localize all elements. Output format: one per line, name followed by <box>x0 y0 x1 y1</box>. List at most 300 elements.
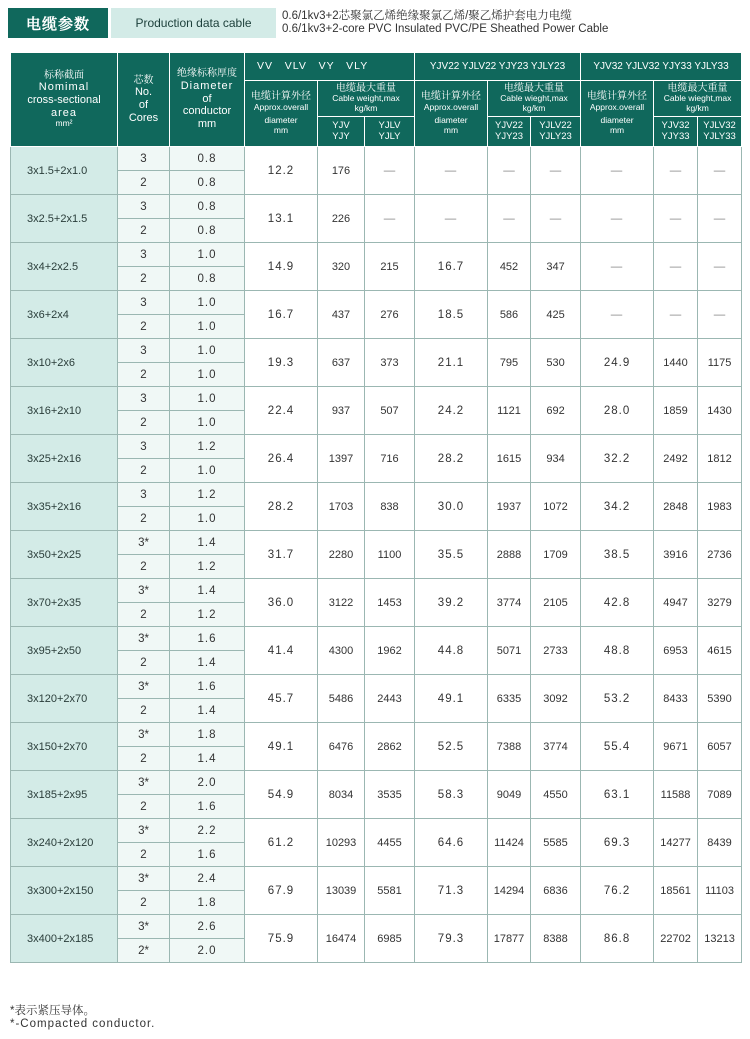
weight-cell: 838 <box>365 483 415 531</box>
wt-unit: kg/km <box>522 103 546 114</box>
weight-cell: 13039 <box>318 867 365 915</box>
diameter-cell: 79.3 <box>415 915 488 963</box>
diameter-cell: 63.1 <box>581 771 654 819</box>
insulation-cell: 1.8 <box>170 891 245 915</box>
diameter-cell: 24.9 <box>581 339 654 387</box>
cores-cell: 3* <box>118 675 170 699</box>
sub-b: YJLY <box>378 130 401 142</box>
insulation-cell: 0.8 <box>170 219 245 243</box>
weight-cell: 5390 <box>698 675 742 723</box>
section-cell: 3x185+2x95 <box>11 771 118 819</box>
diameter-cell: 28.2 <box>415 435 488 483</box>
section-cell: 3x50+2x25 <box>11 531 118 579</box>
group-2-diameter-header <box>415 81 488 147</box>
group-3-sub2-header <box>698 117 742 147</box>
weight-cell: 22702 <box>654 915 698 963</box>
weight-cell: — <box>698 195 742 243</box>
group-2-sub1-header <box>488 117 531 147</box>
weight-cell: 2888 <box>488 531 531 579</box>
weight-cell: 5581 <box>365 867 415 915</box>
group-3-sub1-header <box>654 117 698 147</box>
diameter-cell: 86.8 <box>581 915 654 963</box>
table-row <box>11 195 742 219</box>
cores-cell: 3* <box>118 627 170 651</box>
weight-cell: 1100 <box>365 531 415 579</box>
diameter-cell: 44.8 <box>415 627 488 675</box>
footnote-en: *-Compacted conductor. <box>10 1018 156 1030</box>
cores-cell: 3* <box>118 723 170 747</box>
dia-en1: Approx.overall <box>423 101 479 112</box>
diameter-cell: — <box>581 195 654 243</box>
weight-cell: 8433 <box>654 675 698 723</box>
weight-cell: 1703 <box>318 483 365 531</box>
insulation-cell: 1.8 <box>170 723 245 747</box>
wt-cn: 电缆最大重量 <box>667 82 728 94</box>
cores-cell: 2 <box>118 171 170 195</box>
weight-cell: 437 <box>318 291 365 339</box>
weight-cell: — <box>654 147 698 195</box>
diameter-cell: 38.5 <box>581 531 654 579</box>
table-row <box>11 867 742 891</box>
diameter-cell: — <box>415 147 488 195</box>
weight-cell: 637 <box>318 339 365 387</box>
weight-cell: 226 <box>318 195 365 243</box>
insulation-cell: 1.4 <box>170 747 245 771</box>
group-3-types: YJV32 YJLV32 YJY33 YJLY33 <box>581 53 742 81</box>
diameter-cell: 67.9 <box>245 867 318 915</box>
diameter-cell: — <box>581 243 654 291</box>
diameter-cell: 76.2 <box>581 867 654 915</box>
weight-cell: 1709 <box>531 531 581 579</box>
insulation-cell: 1.2 <box>170 555 245 579</box>
cores-cell: 3* <box>118 867 170 891</box>
section-cell: 3x25+2x16 <box>11 435 118 483</box>
table-row <box>11 339 742 363</box>
table-row <box>11 675 742 699</box>
insulation-cell: 1.2 <box>170 603 245 627</box>
cores-cell: 2 <box>118 411 170 435</box>
cores-cell: 3 <box>118 339 170 363</box>
weight-cell: 937 <box>318 387 365 435</box>
table-row <box>11 483 742 507</box>
cores-cell: 3 <box>118 195 170 219</box>
weight-cell: 10293 <box>318 819 365 867</box>
weight-cell: 8388 <box>531 915 581 963</box>
insulation-cell: 1.4 <box>170 651 245 675</box>
dia-cn: 电缆计算外径 <box>587 91 648 103</box>
table-row <box>11 435 742 459</box>
cores-cell: 2 <box>118 891 170 915</box>
weight-cell: 6057 <box>698 723 742 771</box>
weight-cell: 3122 <box>318 579 365 627</box>
weight-cell: 11424 <box>488 819 531 867</box>
weight-cell: 2443 <box>365 675 415 723</box>
table-row <box>11 627 742 651</box>
cores-cell: 2 <box>118 555 170 579</box>
weight-cell: 507 <box>365 387 415 435</box>
dia-en2: diameter <box>600 115 634 126</box>
cores-cell: 2 <box>118 459 170 483</box>
diameter-cell: 41.4 <box>245 627 318 675</box>
diameter-cell: 35.5 <box>415 531 488 579</box>
table-row <box>11 915 742 939</box>
cores-cell: 3* <box>118 531 170 555</box>
weight-cell: 2736 <box>698 531 742 579</box>
weight-cell: 6953 <box>654 627 698 675</box>
weight-cell: 3916 <box>654 531 698 579</box>
diameter-cell: 22.4 <box>245 387 318 435</box>
weight-cell: 8439 <box>698 819 742 867</box>
cores-cell: 2 <box>118 843 170 867</box>
group-2-weight-header <box>488 81 581 117</box>
diameter-cell: 54.9 <box>245 771 318 819</box>
diameter-cell: 36.0 <box>245 579 318 627</box>
header-description <box>282 10 608 36</box>
weight-cell: — <box>488 147 531 195</box>
weight-cell: 1430 <box>698 387 742 435</box>
section-cell: 3x150+2x70 <box>11 723 118 771</box>
diameter-cell: 12.2 <box>245 147 318 195</box>
table-body <box>11 147 742 963</box>
weight-cell: 276 <box>365 291 415 339</box>
weight-cell: 6335 <box>488 675 531 723</box>
weight-cell: 1397 <box>318 435 365 483</box>
wt-en: Cable wieght,max <box>500 93 568 104</box>
table-row <box>11 291 742 315</box>
section-cell: 3x10+2x6 <box>11 339 118 387</box>
dia-unit: mm <box>273 125 289 136</box>
group-1-weight-header <box>318 81 415 117</box>
weight-cell: 4615 <box>698 627 742 675</box>
weight-cell: — <box>698 291 742 339</box>
table-row <box>11 579 742 603</box>
diameter-cell: 16.7 <box>245 291 318 339</box>
header-desc-en: 0.6/1kv3+2-core PVC Insulated PVC/PE Sheathed Power Cable <box>282 23 609 35</box>
dia-en2: diameter <box>434 115 468 126</box>
section-cell: 3x240+2x120 <box>11 819 118 867</box>
weight-cell: 2492 <box>654 435 698 483</box>
cores-cell: 3 <box>118 387 170 411</box>
sub-a: YJV22 <box>495 119 523 131</box>
sub-b: YJY23 <box>495 130 523 142</box>
weight-cell: 4947 <box>654 579 698 627</box>
footnote-cn: *表示紧压导体。 <box>10 1005 95 1017</box>
weight-cell: — <box>365 147 415 195</box>
insulation-cell: 1.4 <box>170 531 245 555</box>
col-ins-en2: of <box>202 92 212 105</box>
weight-cell: 530 <box>531 339 581 387</box>
sub-a: YJV32 <box>661 119 690 131</box>
dia-unit: mm <box>609 125 625 136</box>
weight-cell: 320 <box>318 243 365 291</box>
cores-cell: 2 <box>118 603 170 627</box>
cores-cell: 3 <box>118 147 170 171</box>
insulation-cell: 2.0 <box>170 771 245 795</box>
weight-cell: 2848 <box>654 483 698 531</box>
sub-a: YJLV22 <box>539 119 572 131</box>
diameter-cell: 55.4 <box>581 723 654 771</box>
group-1-types: VV VLV VY VLY <box>245 53 415 81</box>
weight-cell: 1175 <box>698 339 742 387</box>
dia-cn: 电缆计算外径 <box>421 91 481 103</box>
table-row <box>11 531 742 555</box>
weight-cell: 716 <box>365 435 415 483</box>
cores-cell: 3 <box>118 435 170 459</box>
insulation-cell: 1.2 <box>170 483 245 507</box>
section-cell: 3x35+2x16 <box>11 483 118 531</box>
weight-cell: 3774 <box>488 579 531 627</box>
section-cell: 3x1.5+2x1.0 <box>11 147 118 195</box>
weight-cell: 2862 <box>365 723 415 771</box>
section-cell: 3x6+2x4 <box>11 291 118 339</box>
diameter-cell: 39.2 <box>415 579 488 627</box>
diameter-cell: 52.5 <box>415 723 488 771</box>
insulation-cell: 1.0 <box>170 315 245 339</box>
sub-b: YJLY23 <box>539 130 572 142</box>
insulation-cell: 0.8 <box>170 147 245 171</box>
weight-cell: 1072 <box>531 483 581 531</box>
diameter-cell: 49.1 <box>245 723 318 771</box>
col-section-en2: cross-sectional <box>27 94 101 107</box>
insulation-cell: 0.8 <box>170 171 245 195</box>
weight-cell: — <box>531 147 581 195</box>
col-cores-en1: No. <box>134 86 153 99</box>
weight-cell: 5585 <box>531 819 581 867</box>
cores-cell: 2 <box>118 267 170 291</box>
insulation-cell: 1.2 <box>170 435 245 459</box>
cores-cell: 2 <box>118 795 170 819</box>
weight-cell: 9049 <box>488 771 531 819</box>
diameter-cell: 34.2 <box>581 483 654 531</box>
col-ins-unit: mm <box>197 117 217 130</box>
diameter-cell: 28.2 <box>245 483 318 531</box>
group-2-sub2-header <box>531 117 581 147</box>
weight-cell: 1121 <box>488 387 531 435</box>
sub-b: YJLY33 <box>703 130 736 142</box>
sub-b: YJY33 <box>661 130 690 142</box>
weight-cell: 17877 <box>488 915 531 963</box>
table-row <box>11 723 742 747</box>
weight-cell: — <box>488 195 531 243</box>
diameter-cell: 75.9 <box>245 915 318 963</box>
dia-cn: 电缆计算外径 <box>251 91 311 103</box>
weight-cell: 1440 <box>654 339 698 387</box>
diameter-cell: 26.4 <box>245 435 318 483</box>
diameter-cell: 42.8 <box>581 579 654 627</box>
cores-cell: 3* <box>118 915 170 939</box>
sub-a: YJLV32 <box>703 119 736 131</box>
diameter-cell: 16.7 <box>415 243 488 291</box>
weight-cell: 452 <box>488 243 531 291</box>
diameter-cell: 64.6 <box>415 819 488 867</box>
group-3-diameter-header <box>581 81 654 147</box>
weight-cell: 2733 <box>531 627 581 675</box>
weight-cell: — <box>654 291 698 339</box>
col-insulation-header <box>170 53 245 147</box>
weight-cell: 11103 <box>698 867 742 915</box>
insulation-cell: 1.4 <box>170 579 245 603</box>
weight-cell: 373 <box>365 339 415 387</box>
insulation-cell: 1.0 <box>170 459 245 483</box>
col-cores-en2: of <box>138 98 149 111</box>
diameter-cell: 28.0 <box>581 387 654 435</box>
footnote <box>10 1005 155 1031</box>
weight-cell: 215 <box>365 243 415 291</box>
diameter-cell: 45.7 <box>245 675 318 723</box>
table-row <box>11 819 742 843</box>
weight-cell: — <box>365 195 415 243</box>
weight-cell: 1812 <box>698 435 742 483</box>
diameter-cell: 30.0 <box>415 483 488 531</box>
weight-cell: 586 <box>488 291 531 339</box>
section-cell: 3x300+2x150 <box>11 867 118 915</box>
weight-cell: 13213 <box>698 915 742 963</box>
cores-cell: 2 <box>118 315 170 339</box>
weight-cell: 934 <box>531 435 581 483</box>
cores-cell: 2 <box>118 699 170 723</box>
header-title-en: Production data cable <box>111 8 276 38</box>
cores-cell: 2 <box>118 507 170 531</box>
insulation-cell: 1.6 <box>170 627 245 651</box>
diameter-cell: 31.7 <box>245 531 318 579</box>
col-section-en1: Nomimal <box>38 81 90 94</box>
cores-cell: 3 <box>118 243 170 267</box>
insulation-cell: 1.6 <box>170 675 245 699</box>
weight-cell: 8034 <box>318 771 365 819</box>
weight-cell: 4550 <box>531 771 581 819</box>
weight-cell: 176 <box>318 147 365 195</box>
weight-cell: — <box>698 147 742 195</box>
cable-data-table <box>10 52 742 963</box>
cores-cell: 3 <box>118 291 170 315</box>
weight-cell: 16474 <box>318 915 365 963</box>
col-ins-en1: Diameter <box>180 79 234 92</box>
wt-cn: 电缆最大重量 <box>336 82 396 94</box>
insulation-cell: 1.0 <box>170 243 245 267</box>
weight-cell: 5486 <box>318 675 365 723</box>
insulation-cell: 0.8 <box>170 267 245 291</box>
table-row <box>11 771 742 795</box>
group-1-sub1-header <box>318 117 365 147</box>
weight-cell: 425 <box>531 291 581 339</box>
wt-unit: kg/km <box>686 103 709 114</box>
cores-cell: 2 <box>118 363 170 387</box>
col-section-en3: area <box>50 106 78 119</box>
weight-cell: 3535 <box>365 771 415 819</box>
dia-unit: mm <box>443 125 459 136</box>
wt-en: Cable wieght,max <box>663 93 732 104</box>
col-ins-en3: conductor <box>182 105 232 118</box>
cores-cell: 2* <box>118 939 170 963</box>
weight-cell: 1453 <box>365 579 415 627</box>
dia-en1: Approx.overall <box>253 101 309 112</box>
insulation-cell: 1.0 <box>170 411 245 435</box>
diameter-cell: 19.3 <box>245 339 318 387</box>
cores-cell: 2 <box>118 651 170 675</box>
group-1-sub2-header <box>365 117 415 147</box>
group-1-diameter-header <box>245 81 318 147</box>
wt-cn: 电缆最大重量 <box>504 82 565 94</box>
weight-cell: 3774 <box>531 723 581 771</box>
diameter-cell: 18.5 <box>415 291 488 339</box>
diameter-cell: 21.1 <box>415 339 488 387</box>
cores-cell: 3* <box>118 819 170 843</box>
weight-cell: 7089 <box>698 771 742 819</box>
diameter-cell: 32.2 <box>581 435 654 483</box>
section-header <box>8 8 276 38</box>
col-cores-en3: Cores <box>128 111 159 124</box>
col-ins-cn: 绝缘标称厚度 <box>177 68 237 80</box>
table-row <box>11 387 742 411</box>
wt-unit: kg/km <box>354 103 378 114</box>
diameter-cell: — <box>415 195 488 243</box>
insulation-cell: 0.8 <box>170 195 245 219</box>
dia-en1: Approx.overall <box>589 101 645 112</box>
diameter-cell: 69.3 <box>581 819 654 867</box>
diameter-cell: 14.9 <box>245 243 318 291</box>
header-title-cn: 电缆参数 <box>8 8 108 38</box>
insulation-cell: 1.0 <box>170 387 245 411</box>
diameter-cell: 48.8 <box>581 627 654 675</box>
weight-cell: 2280 <box>318 531 365 579</box>
diameter-cell: 49.1 <box>415 675 488 723</box>
weight-cell: 2105 <box>531 579 581 627</box>
weight-cell: 7388 <box>488 723 531 771</box>
insulation-cell: 2.6 <box>170 915 245 939</box>
sub-a: YJV <box>332 119 350 131</box>
col-section-unit: mm² <box>55 118 73 129</box>
weight-cell: 1937 <box>488 483 531 531</box>
section-cell: 3x95+2x50 <box>11 627 118 675</box>
col-section-cn: 标称截面 <box>44 69 84 81</box>
diameter-cell: 53.2 <box>581 675 654 723</box>
insulation-cell: 1.6 <box>170 843 245 867</box>
weight-cell: — <box>654 195 698 243</box>
weight-cell: 692 <box>531 387 581 435</box>
dia-en2: diameter <box>264 115 298 126</box>
cores-cell: 2 <box>118 747 170 771</box>
weight-cell: 18561 <box>654 867 698 915</box>
wt-en: Cable weight,max <box>332 93 400 104</box>
diameter-cell: 61.2 <box>245 819 318 867</box>
insulation-cell: 1.4 <box>170 699 245 723</box>
col-cores-cn: 芯数 <box>133 74 154 86</box>
weight-cell: 1962 <box>365 627 415 675</box>
diameter-cell: — <box>581 147 654 195</box>
section-cell: 3x16+2x10 <box>11 387 118 435</box>
insulation-cell: 1.0 <box>170 339 245 363</box>
diameter-cell: — <box>581 291 654 339</box>
cores-cell: 3* <box>118 579 170 603</box>
weight-cell: 1615 <box>488 435 531 483</box>
insulation-cell: 1.0 <box>170 291 245 315</box>
weight-cell: 6985 <box>365 915 415 963</box>
header-desc-cn: 0.6/1kv3+2芯聚氯乙烯绝缘聚氯乙烯/聚乙烯护套电力电缆 <box>282 10 572 22</box>
sub-b: YJY <box>332 130 350 142</box>
diameter-cell: 58.3 <box>415 771 488 819</box>
group-2-types: YJV22 YJLV22 YJY23 YJLY23 <box>415 53 581 81</box>
group-3-weight-header <box>654 81 742 117</box>
insulation-cell: 1.6 <box>170 795 245 819</box>
cores-cell: 3 <box>118 483 170 507</box>
section-cell: 3x2.5+2x1.5 <box>11 195 118 243</box>
section-cell: 3x120+2x70 <box>11 675 118 723</box>
insulation-cell: 2.4 <box>170 867 245 891</box>
section-cell: 3x400+2x185 <box>11 915 118 963</box>
table-header <box>11 53 742 147</box>
table-row <box>11 243 742 267</box>
weight-cell: 5071 <box>488 627 531 675</box>
